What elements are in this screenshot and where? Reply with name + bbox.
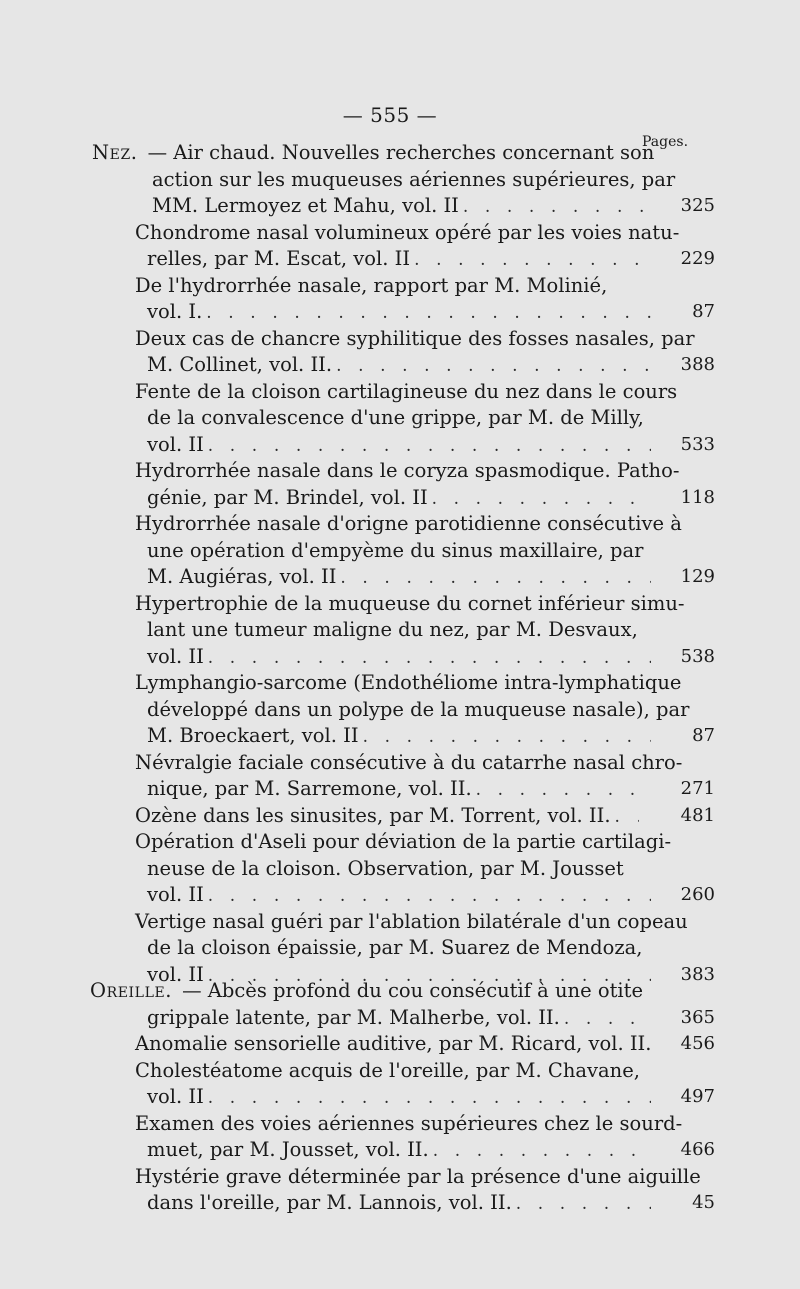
- index-entry: [0, 1005, 800, 1032]
- entry-line: Opération d'Aseli pour déviation de la partie cartilagi-: [135, 830, 672, 853]
- leader-dots: [208, 433, 651, 460]
- page-reference: 533: [680, 433, 715, 455]
- entry-last-line: [0, 1190, 715, 1217]
- entry-line: une opération d'empyème du sinus maxillaire, par: [147, 538, 644, 562]
- page-number: — 555 —: [342, 103, 438, 127]
- entry-line: Hypertrophie de la muqueuse du cornet inférieur simu-: [135, 591, 685, 615]
- entry-line: développé dans un polype de la muqueuse nasale), par: [147, 697, 690, 721]
- leader-dots: [208, 645, 651, 672]
- entry-line: Lymphangio-sarcome (Endothéliome intra-lymphatique: [135, 671, 682, 694]
- pages-column-label: Pages.: [642, 134, 689, 150]
- entry-last-line: [0, 644, 715, 671]
- entry-last-line: [0, 246, 715, 273]
- page-reference: 129: [680, 566, 715, 587]
- index-entry: [0, 829, 800, 909]
- page-reference: 538: [680, 645, 715, 667]
- index-entry: [0, 1031, 800, 1058]
- entry-line: Ozène dans les sinusites, par M. Torrent, vol. II.: [135, 803, 611, 827]
- index-entry: [0, 167, 800, 220]
- entry-line: De l'hydrorrhée nasale, rapport par M. Molinié,: [135, 273, 608, 297]
- leader-dots: [208, 1085, 651, 1112]
- index-entry: [0, 273, 800, 326]
- entry-last-line: [0, 776, 715, 803]
- entry-line: M. Broeckaert, vol. II: [147, 724, 359, 747]
- page-reference: 466: [680, 1139, 715, 1160]
- leader-dots: [363, 724, 651, 751]
- section-head-line: [0, 140, 800, 167]
- entry-line: M. Collinet, vol. II.: [147, 353, 333, 376]
- index-section-nez: [0, 140, 800, 988]
- entry-last-line: [0, 1031, 715, 1058]
- leader-dots: [206, 300, 651, 327]
- entry-line: nique, par M. Sarremone, vol. II.: [147, 777, 472, 800]
- entry-line: — Air chaud. Nouvelles recherches concernant son: [147, 141, 655, 164]
- section-head-line: [0, 978, 800, 1005]
- index-entry: [0, 1111, 800, 1164]
- entry-line: grippale latente, par M. Malherbe, vol. II.: [147, 1005, 560, 1029]
- entry-last-line: [0, 564, 715, 591]
- leader-dots: [463, 194, 656, 221]
- entry-line: génie, par M. Brindel, vol. II: [147, 485, 428, 509]
- index-entry: [0, 670, 800, 750]
- entry-line: vol. I.: [147, 300, 203, 323]
- entry-line: Vertige nasal guéri par l'ablation bilatérale d'un copeau: [135, 909, 688, 933]
- entry-line: Fente de la cloison cartilagineuse du nez dans le cours: [135, 379, 678, 403]
- page-reference: 325: [680, 195, 715, 216]
- entry-last-line: [0, 723, 715, 750]
- entry-last-line: [0, 352, 715, 379]
- entry-last-line: [0, 299, 715, 326]
- entry-last-line: [0, 803, 715, 830]
- entry-line: vol. II: [147, 644, 204, 668]
- index-section-oreille: [0, 978, 800, 1217]
- entry-line: neuse de la cloison. Observation, par M. Jousset: [147, 856, 624, 880]
- leader-dots: [615, 804, 639, 831]
- entry-last-line: [0, 1084, 715, 1111]
- entry-line: Deux cas de chancre syphilitique des fosses nasales, par: [135, 326, 695, 350]
- page-reference: 87: [692, 725, 715, 746]
- leader-dots: [336, 353, 651, 380]
- index-entry: [0, 379, 800, 459]
- leader-dots: [208, 883, 651, 910]
- page-reference: 118: [680, 486, 715, 508]
- index-entry: [0, 511, 800, 591]
- section-heading: Oreille.: [90, 979, 173, 1002]
- entry-line: Hydrorrhée nasale d'origne parotidienne consécutive à: [135, 512, 682, 535]
- page-reference: 456: [680, 1033, 715, 1054]
- entry-line: Examen des voies aériennes supérieures chez le sourd-: [135, 1111, 683, 1135]
- entry-line: Névralgie faciale consécutive à du catarrhe nasal chro-: [135, 750, 683, 774]
- entry-line: MM. Lermoyez et Mahu, vol. II: [152, 194, 459, 217]
- index-entry: [0, 220, 800, 273]
- leader-dots: [432, 486, 651, 513]
- entry-line: lant une tumeur maligne du nez, par M. Desvaux,: [147, 618, 638, 641]
- leader-dots: [414, 247, 651, 274]
- page-reference: 229: [680, 248, 715, 269]
- entry-line: vol. II: [147, 432, 204, 456]
- section-heading: Nez.: [92, 141, 138, 164]
- index-entry: [0, 1164, 800, 1217]
- index-entry: [0, 803, 800, 830]
- entry-line: muet, par M. Jousset, vol. II.: [147, 1138, 429, 1161]
- index-entry: [0, 591, 800, 671]
- page-reference: 87: [692, 301, 715, 322]
- page-reference: 365: [680, 1006, 715, 1028]
- leader-dots: [516, 1191, 651, 1218]
- index-entry: [0, 750, 800, 803]
- entry-line: action sur les muqueuses aériennes supérieures, par: [152, 167, 676, 191]
- page-reference: 388: [680, 354, 715, 375]
- entry-last-line: [0, 882, 715, 909]
- leader-dots: [433, 1138, 651, 1165]
- page-reference: 383: [680, 963, 715, 985]
- page-reference: 45: [692, 1192, 715, 1213]
- entry-line: — Abcès profond du cou consécutif à une otite: [182, 979, 644, 1002]
- entry-last-line: [0, 1137, 715, 1164]
- entry-line: Anomalie sensorielle auditive, par M. Ricard, vol. II.: [135, 1032, 652, 1055]
- entry-line: dans l'oreille, par M. Lannois, vol. II.: [147, 1191, 512, 1214]
- entry-line: Hystérie grave déterminée par la présence d'une aiguille: [135, 1164, 701, 1188]
- entry-line: Chondrome nasal volumineux opéré par les voies natu-: [135, 220, 680, 244]
- entry-last-line: [0, 1005, 715, 1032]
- page-reference: 481: [680, 804, 715, 826]
- entry-line: Hydrorrhée nasale dans le coryza spasmodique. Patho-: [135, 459, 680, 482]
- entry-line: M. Augiéras, vol. II: [147, 565, 337, 588]
- index-entry: [0, 1058, 800, 1111]
- page-reference: 497: [680, 1086, 715, 1107]
- entry-last-line: [0, 193, 715, 220]
- entry-line: vol. II: [147, 1085, 204, 1108]
- entry-line: vol. II: [147, 962, 204, 986]
- index-entry: [0, 458, 800, 511]
- leader-dots: [476, 777, 651, 804]
- index-entry: [0, 909, 800, 989]
- entry-last-line: [0, 485, 715, 512]
- entry-line: Cholestéatome acquis de l'oreille, par M. Chavane,: [135, 1058, 640, 1082]
- entry-last-line: [0, 432, 715, 459]
- page-reference: 260: [680, 884, 715, 905]
- index-entry: [0, 326, 800, 379]
- entry-line: vol. II: [147, 883, 204, 906]
- entry-line: de la convalescence d'une grippe, par M. de Milly,: [147, 406, 644, 429]
- entry-line: de la cloison épaissie, par M. Suarez de Mendoza,: [147, 936, 643, 959]
- leader-dots: [340, 565, 651, 592]
- entry-line: relles, par M. Escat, vol. II: [147, 247, 411, 270]
- leader-dots: [564, 1006, 651, 1033]
- page-reference: 271: [680, 778, 715, 799]
